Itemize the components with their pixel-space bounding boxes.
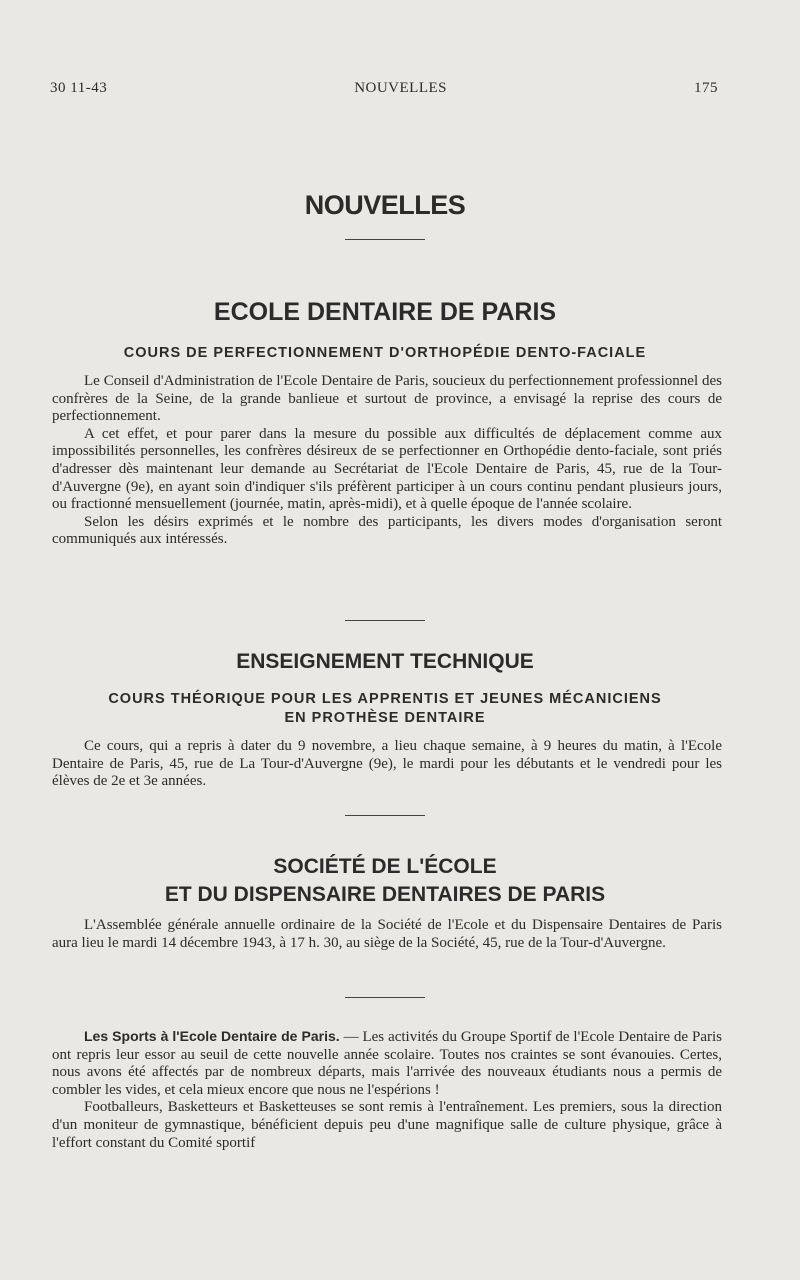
subtitle-line: COURS THÉORIQUE POUR LES APPRENTIS ET JEUNES MÉCANICIENS bbox=[108, 691, 662, 707]
divider bbox=[345, 997, 425, 998]
header-section: NOUVELLES bbox=[354, 80, 448, 96]
section-title-ecole: ECOLE DENTAIRE DE PARIS bbox=[213, 298, 557, 326]
paragraph: Footballeurs, Basketteurs et Basketteuses se sont remis à l'entraînement. Les premiers, sous la direction d'un moniteur de gymnastique, bénéficient depuis peu d'une magnifique salle de culture physique, grâce à l'effort constant du Comité sportif bbox=[52, 1099, 722, 1151]
divider bbox=[345, 815, 425, 816]
paragraph: Ce cours, qui a repris à dater du 9 novembre, a lieu chaque semaine, à 9 heures du matin, à l'Ecole Dentaire de Paris, 45, rue de La Tour-d'Auvergne (9e), le mardi pour les débutants et le vendredi pour les élèves de 2e et 3e années. bbox=[52, 738, 722, 790]
paragraph: Selon les désirs exprimés et le nombre des participants, les divers modes d'organisation seront communiqués aux intéressés. bbox=[52, 513, 722, 548]
section-sports-body bbox=[52, 1028, 722, 1152]
section-subtitle-cours: COURS DE PERFECTIONNEMENT D'ORTHOPÉDIE DENTO-FACIALE bbox=[123, 345, 647, 361]
sports-lead: Les Sports à l'Ecole Dentaire de Paris. bbox=[84, 1028, 340, 1044]
paragraph: A cet effet, et pour parer dans la mesure du possible aux difficultés de déplacement comme aux impossibilités personnelles, les confrères désireux de se perfectionner en Orthopédie dento-faciale, sont priés d'adresser dès maintenant leur demande au Secrétariat de l'Ecole Dentaire de Paris, 45, rue de la Tour-d'Auvergne (9e), en ayant soin d'indiquer s'ils préfèrent participer à un cours continu pendant plusieurs jours, ou fractionné mensuellement (journée, matin, après-midi), et à quelle époque de l'année scolaire. bbox=[52, 425, 722, 513]
paragraph bbox=[52, 1028, 722, 1099]
section-title-societe bbox=[0, 853, 770, 909]
section-title-enseignement: ENSEIGNEMENT TECHNIQUE bbox=[236, 650, 534, 673]
section-ecole-body bbox=[52, 373, 722, 549]
title-line: SOCIÉTÉ DE L'ÉCOLE bbox=[273, 855, 497, 878]
title-line: ET DU DISPENSAIRE DENTAIRES DE PARIS bbox=[164, 883, 606, 906]
subtitle-line: EN PROTHÈSE DENTAIRE bbox=[284, 710, 486, 726]
paragraph: L'Assemblée générale annuelle ordinaire de la Société de l'Ecole et du Dispensaire Dentaires de Paris aura lieu le mardi 14 décembre 1943, à 17 h. 30, au siège de la Société, 45, rue de la Tour-d'Auvergne. bbox=[52, 917, 722, 951]
divider bbox=[345, 620, 425, 621]
divider bbox=[345, 239, 425, 240]
page-title: NOUVELLES bbox=[304, 190, 466, 220]
running-header bbox=[50, 80, 718, 97]
page-number: 175 bbox=[694, 80, 718, 96]
paragraph: Le Conseil d'Administration de l'Ecole Dentaire de Paris, soucieux du perfectionnement professionnel des confrères de la Seine, de la grande banlieue et surtout de province, a envisagé la reprise des cours de perfectionnement. bbox=[52, 373, 722, 425]
section-enseignement-body bbox=[52, 738, 722, 791]
header-date: 30 11-43 bbox=[50, 80, 108, 96]
sports-text: — Les activités du Groupe Sportif de l'Ecole Dentaire de Paris ont repris leur essor au seuil de cette nouvelle année scolaire. Toutes nos craintes se sont évanouies. Certes, nous avons été affectés par de nombreux départs, mais l'arrivée des nouveaux étudiants nous a permis de combler les vides, et cela mieux encore que nous ne l'espérions ! bbox=[52, 1029, 722, 1098]
section-subtitle-theorique bbox=[50, 690, 720, 728]
section-societe-body bbox=[52, 917, 722, 952]
